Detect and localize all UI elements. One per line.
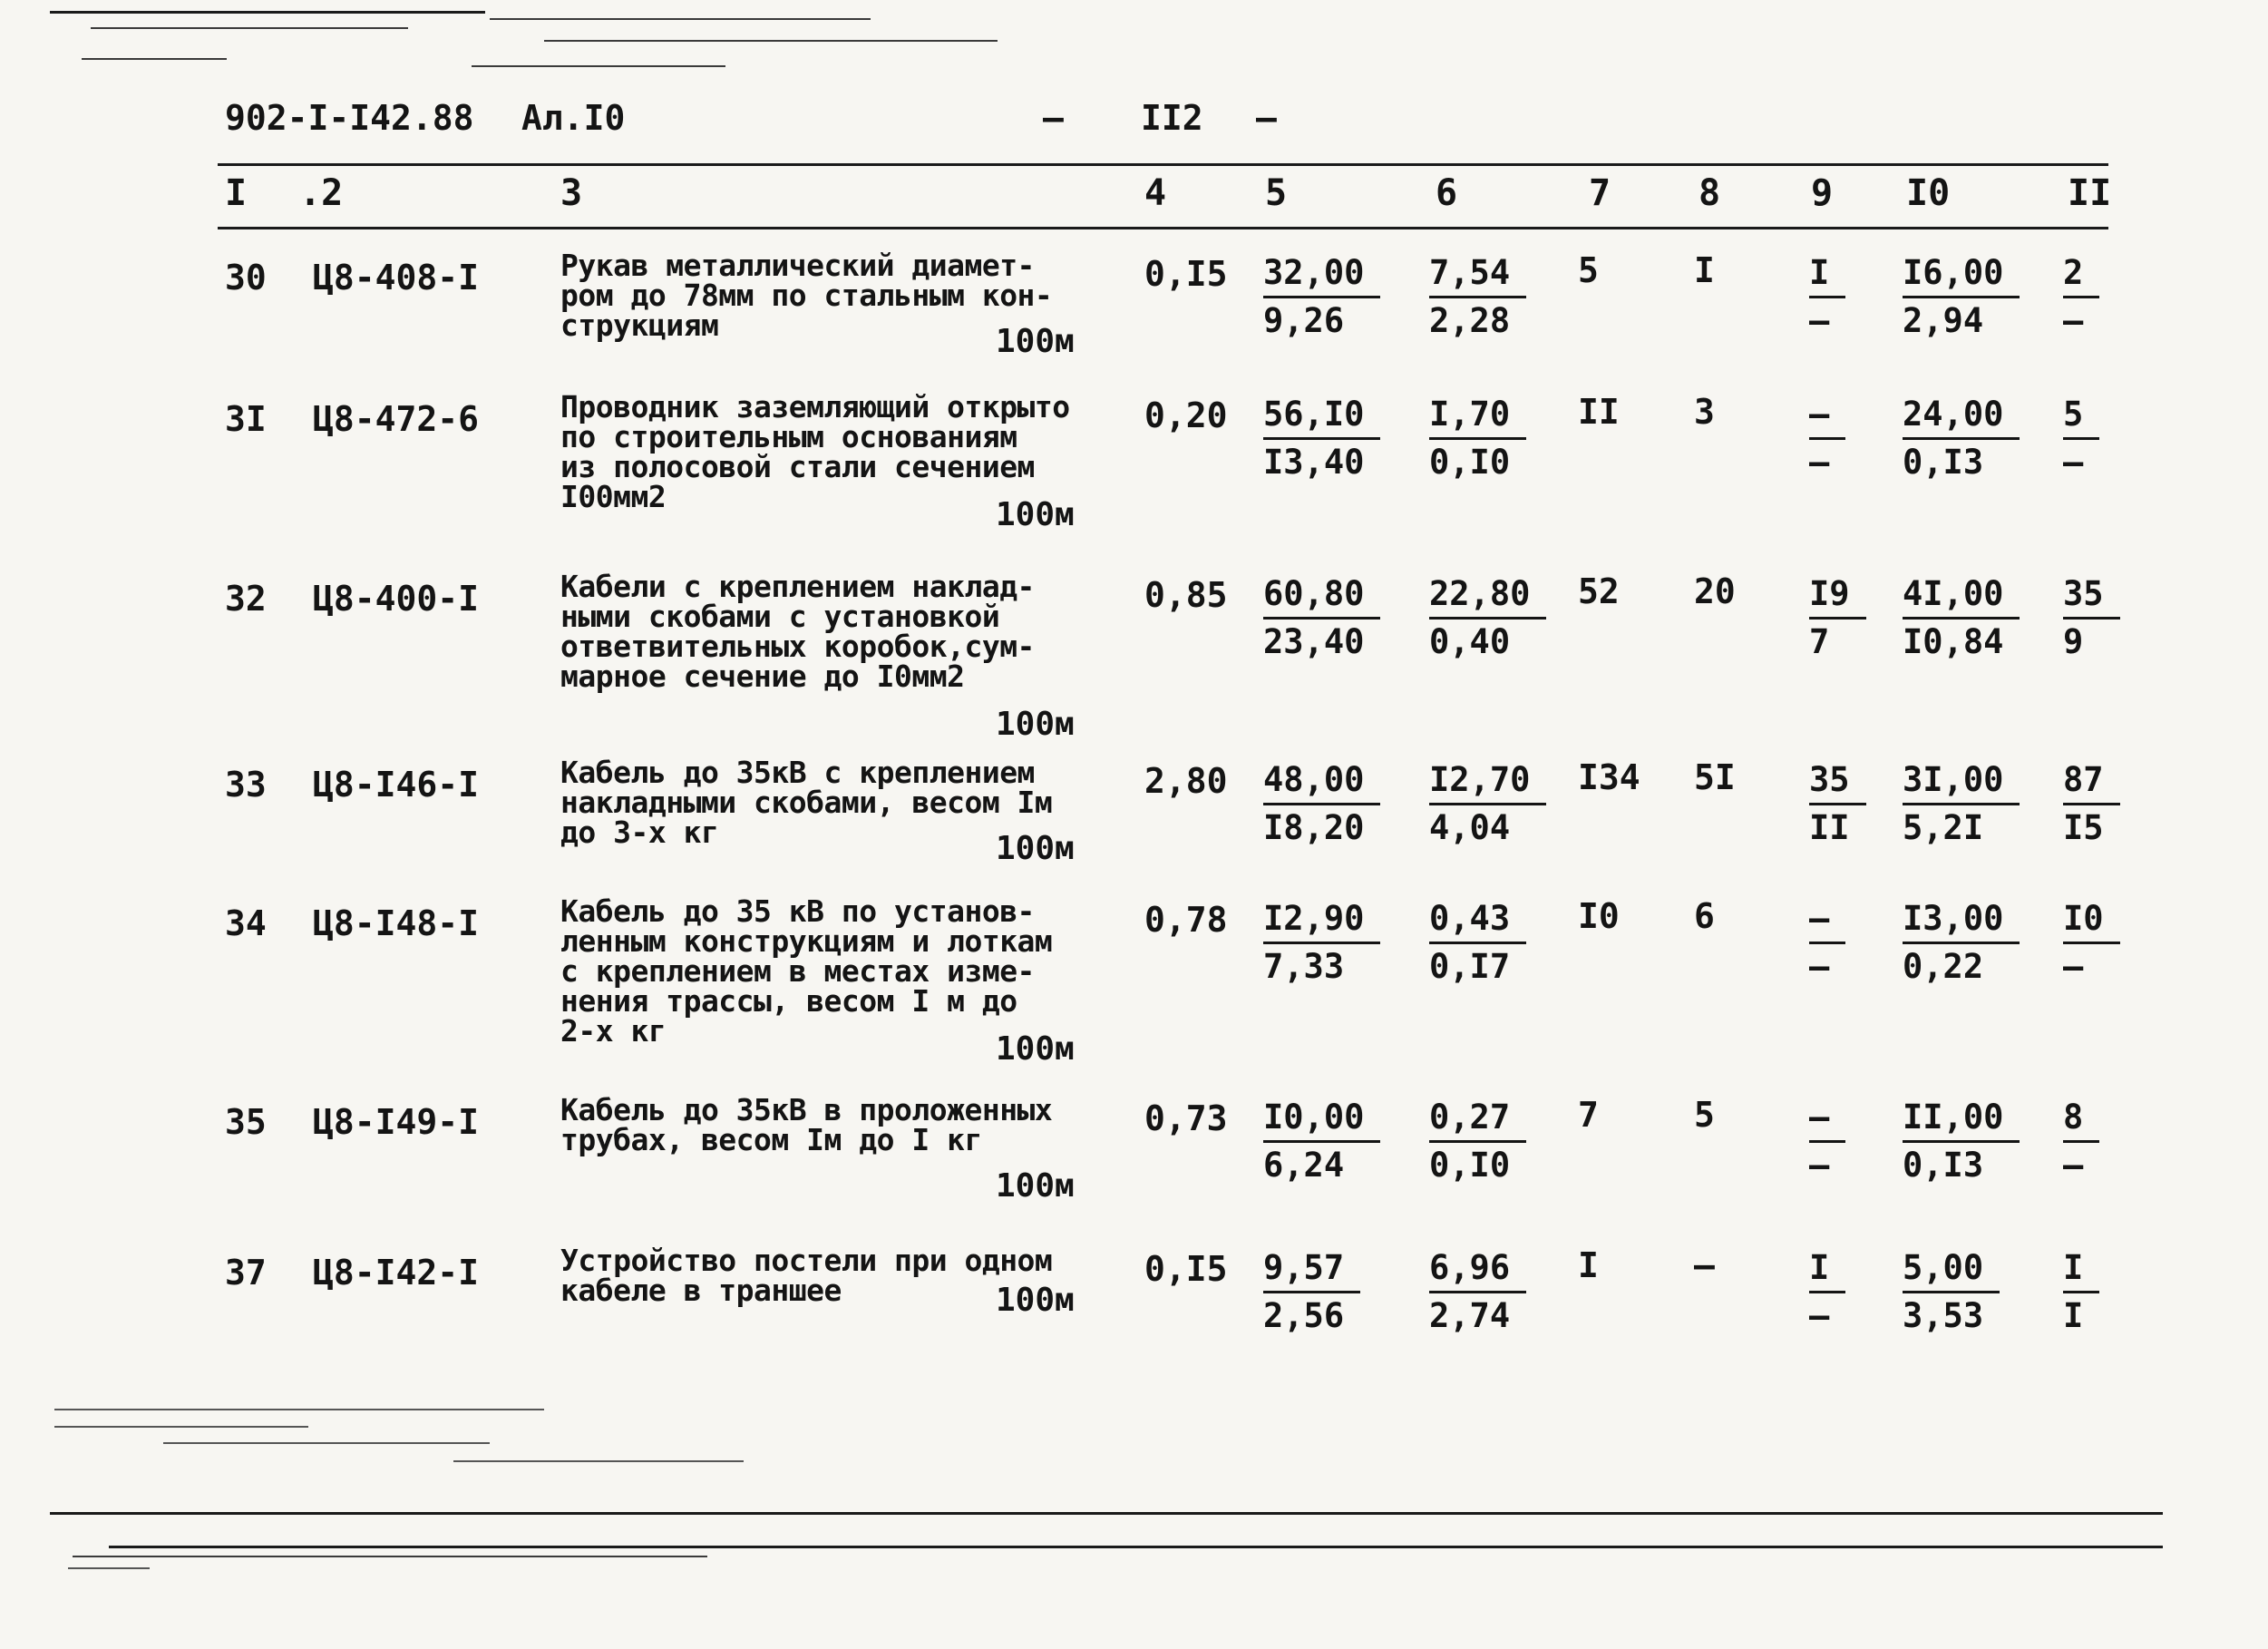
col-10-values [1903, 757, 2020, 851]
total-cost [1429, 571, 1546, 665]
col-11-values-bottom: – [2063, 1146, 2084, 1185]
total-cost [1429, 1095, 1526, 1188]
unit-cost-bottom: 9,26 [1263, 301, 1345, 340]
price-code: Ц8-I48-I [313, 903, 480, 943]
col-9-values-bottom: – [1809, 947, 1830, 986]
col-10-values [1903, 571, 2020, 665]
unit-of-measure: 100м [996, 496, 1075, 533]
col-9-values-top: – [1809, 896, 1845, 944]
row-number: 3I [225, 399, 267, 439]
unit-of-measure: 100м [996, 1282, 1075, 1319]
col-10-values-top: 24,00 [1903, 392, 2020, 440]
work-description: Кабель до 35кВ в проложенных трубах, весом Iм до I кг [560, 1092, 1053, 1157]
scan-artifact-bottom-1 [54, 1409, 544, 1410]
col-9-values-bottom: – [1809, 1296, 1830, 1335]
total-cost-bottom: 2,28 [1429, 301, 1511, 340]
col-11-values-top: I [2063, 1245, 2099, 1293]
col-11-values-bottom: I5 [2063, 808, 2104, 847]
scan-artifact-top-6 [472, 65, 725, 67]
total-cost-bottom: 0,I0 [1429, 443, 1511, 482]
col-11-values [2063, 1095, 2099, 1188]
col-9-values-top: I [1809, 1245, 1845, 1293]
unit-cost-bottom: 6,24 [1263, 1146, 1345, 1185]
col-head-6: 6 [1436, 172, 1458, 214]
labor-hours: I0 [1578, 896, 1620, 936]
total-cost-bottom: 0,I0 [1429, 1146, 1511, 1185]
work-description: Кабель до 35 кВ по установ- ленным конструкциям и лоткам с креплением в местах изме- нения трассы, весом I м до 2-х кг [560, 893, 1053, 1049]
labor-hours: II [1578, 392, 1620, 432]
col-11-values [2063, 392, 2099, 485]
col-10-values-bottom: I0,84 [1903, 622, 2004, 661]
col-11-values-top: 8 [2063, 1095, 2099, 1143]
row-number: 37 [225, 1253, 267, 1293]
unit-cost [1263, 571, 1380, 665]
total-cost-bottom: 2,74 [1429, 1296, 1511, 1335]
row-number: 33 [225, 765, 267, 805]
unit-cost-top: 9,57 [1263, 1245, 1360, 1293]
col-10-values-top: I6,00 [1903, 250, 2020, 298]
machine-hours: 3 [1694, 392, 1715, 432]
unit-cost-bottom: 23,40 [1263, 622, 1365, 661]
col-head-7: 7 [1589, 172, 1611, 214]
scan-artifact-top-2 [490, 18, 871, 20]
col-9-values-bottom: – [1809, 1146, 1830, 1185]
unit-cost [1263, 757, 1380, 851]
machine-hours: – [1694, 1245, 1715, 1285]
col-head-8: 8 [1699, 172, 1721, 214]
labor-hours: 52 [1578, 571, 1620, 611]
unit-cost-top: 32,00 [1263, 250, 1380, 298]
col-10-values [1903, 392, 2020, 485]
price-code: Ц8-I42-I [313, 1253, 480, 1293]
scan-artifact-top-4 [544, 40, 998, 42]
total-cost-bottom: 0,I7 [1429, 947, 1511, 986]
total-cost-top: I2,70 [1429, 757, 1546, 805]
col-10-values-top: 4I,00 [1903, 571, 2020, 620]
col-11-values [2063, 1245, 2099, 1339]
col-11-values-bottom: – [2063, 443, 2084, 482]
total-cost-top: 6,96 [1429, 1245, 1526, 1293]
labor-hours: 5 [1578, 250, 1599, 290]
col-10-values [1903, 896, 2020, 990]
col-9-values-top: – [1809, 392, 1845, 440]
header-rule-top [218, 163, 2108, 166]
total-cost-bottom: 0,40 [1429, 622, 1511, 661]
col-11-values [2063, 571, 2120, 665]
work-description: Рукав металлический диамет- ром до 78мм по стальным кон- струкциям [560, 248, 1053, 343]
scan-artifact-bottom-rule-3 [73, 1556, 707, 1557]
scan-artifact-bottom-2 [54, 1426, 308, 1428]
col-11-values-top: 35 [2063, 571, 2120, 620]
unit-cost [1263, 392, 1380, 485]
col-10-values-top: 3I,00 [1903, 757, 2020, 805]
col-9-values-top: I [1809, 250, 1845, 298]
machine-hours: 5I [1694, 757, 1736, 797]
unit-cost-bottom: 7,33 [1263, 947, 1345, 986]
scan-artifact-top-5 [82, 58, 227, 60]
scan-artifact-bottom-3 [163, 1442, 490, 1444]
col-9-values-bottom: – [1809, 443, 1830, 482]
scan-artifact-bottom-rule-1 [50, 1512, 2163, 1515]
machine-hours: 20 [1694, 571, 1736, 611]
col-head-11: II [2068, 172, 2112, 214]
work-description: Кабели с креплением наклад- ными скобами с установкой ответвительных коробок,сум- марное сечение до I0мм2 [560, 569, 1035, 694]
scan-artifact-bottom-4 [453, 1460, 744, 1462]
unit-of-measure: 100м [996, 1030, 1075, 1068]
col-9-values-top: 35 [1809, 757, 1866, 805]
price-code: Ц8-472-6 [313, 399, 480, 439]
unit-cost-top: I0,00 [1263, 1095, 1380, 1143]
total-cost [1429, 1245, 1526, 1339]
work-description: Кабель до 35кВ с креплением накладными скобами, весом Iм до 3-х кг [560, 755, 1053, 850]
unit-of-measure: 100м [996, 1167, 1075, 1205]
col-9-values-bottom: 7 [1809, 622, 1830, 661]
col-11-values [2063, 250, 2099, 344]
header-dash-1: – [1043, 98, 1064, 138]
machine-hours: 5 [1694, 1095, 1715, 1135]
total-cost [1429, 757, 1546, 851]
col-9-values [1809, 896, 1845, 990]
col-10-values-bottom: 5,2I [1903, 808, 1984, 847]
labor-hours: I [1578, 1245, 1599, 1285]
col-10-values-bottom: 0,I3 [1903, 443, 1984, 482]
header-rule-bottom [218, 227, 2108, 229]
row-number: 35 [225, 1102, 267, 1142]
unit-cost-top: 60,80 [1263, 571, 1380, 620]
unit-cost [1263, 896, 1380, 990]
document-code: 902-I-I42.88 [225, 98, 474, 138]
col-11-values-bottom: – [2063, 947, 2084, 986]
col-9-values-bottom: II [1809, 808, 1850, 847]
col-9-values [1809, 392, 1845, 485]
unit-cost [1263, 250, 1380, 344]
total-cost [1429, 250, 1526, 344]
unit-of-measure: 100м [996, 830, 1075, 867]
quantity: 0,78 [1144, 900, 1228, 940]
col-11-values-top: 5 [2063, 392, 2099, 440]
col-9-values [1809, 1245, 1845, 1339]
quantity: 0,20 [1144, 395, 1228, 435]
scan-artifact-top-3 [91, 27, 408, 29]
quantity: 2,80 [1144, 761, 1228, 801]
col-10-values [1903, 250, 2020, 344]
total-cost-top: 0,43 [1429, 896, 1526, 944]
quantity: 0,I5 [1144, 1249, 1228, 1289]
labor-hours: 7 [1578, 1095, 1599, 1135]
col-10-values-top: I3,00 [1903, 896, 2020, 944]
unit-cost-top: 56,I0 [1263, 392, 1380, 440]
total-cost-top: 7,54 [1429, 250, 1526, 298]
labor-hours: I34 [1578, 757, 1640, 797]
col-11-values-bottom: – [2063, 301, 2084, 340]
scan-artifact-bottom-5 [68, 1567, 150, 1569]
scan-artifact-bottom-rule-2 [109, 1546, 2163, 1548]
col-head-1: I [225, 172, 248, 214]
price-code: Ц8-400-I [313, 579, 480, 619]
total-cost-top: I,70 [1429, 392, 1526, 440]
document-header [0, 98, 2268, 152]
col-9-values-bottom: – [1809, 301, 1830, 340]
album-number: Ал.I0 [521, 98, 626, 138]
unit-cost-bottom: I8,20 [1263, 808, 1365, 847]
col-9-values [1809, 757, 1866, 851]
price-code: Ц8-I49-I [313, 1102, 480, 1142]
col-11-values-top: 2 [2063, 250, 2099, 298]
machine-hours: 6 [1694, 896, 1715, 936]
col-10-values-bottom: 0,I3 [1903, 1146, 1984, 1185]
work-description: Проводник заземляющий открыто по строительным основаниям из полосовой стали сечением I00мм2 [560, 389, 1070, 514]
unit-cost-top: 48,00 [1263, 757, 1380, 805]
col-9-values [1809, 1095, 1845, 1188]
col-head-5: 5 [1265, 172, 1288, 214]
unit-cost [1263, 1095, 1380, 1188]
col-10-values-top: 5,00 [1903, 1245, 2000, 1293]
col-11-values-top: I0 [2063, 896, 2120, 944]
col-9-values [1809, 250, 1845, 344]
row-number: 32 [225, 579, 267, 619]
unit-cost-bottom: 2,56 [1263, 1296, 1345, 1335]
col-head-3: 3 [560, 172, 583, 214]
col-10-values-bottom: 2,94 [1903, 301, 1984, 340]
scan-artifact-top-1 [50, 11, 485, 14]
col-10-values-top: II,00 [1903, 1095, 2020, 1143]
col-head-4: 4 [1144, 172, 1167, 214]
quantity: 0,85 [1144, 575, 1228, 615]
work-description: Устройство постели при одном кабеле в траншее [560, 1243, 1053, 1308]
unit-cost [1263, 1245, 1360, 1339]
col-10-values [1903, 1245, 2000, 1339]
col-head-10: I0 [1906, 172, 1951, 214]
total-cost-bottom: 4,04 [1429, 808, 1511, 847]
machine-hours: I [1694, 250, 1715, 290]
col-11-values [2063, 896, 2120, 990]
total-cost [1429, 392, 1526, 485]
col-9-values-top: I9 [1809, 571, 1866, 620]
col-10-values [1903, 1095, 2020, 1188]
col-11-values-bottom: I [2063, 1296, 2084, 1335]
col-head-2: .2 [299, 172, 344, 214]
header-dash-2: – [1256, 98, 1277, 138]
col-11-values [2063, 757, 2120, 851]
col-9-values [1809, 571, 1866, 665]
col-9-values-top: – [1809, 1095, 1845, 1143]
price-code: Ц8-I46-I [313, 765, 480, 805]
total-cost-top: 0,27 [1429, 1095, 1526, 1143]
unit-cost-bottom: I3,40 [1263, 443, 1365, 482]
unit-of-measure: 100м [996, 323, 1075, 360]
quantity: 0,I5 [1144, 254, 1228, 294]
page-number: II2 [1141, 98, 1203, 138]
total-cost-top: 22,80 [1429, 571, 1546, 620]
price-code: Ц8-408-I [313, 258, 480, 298]
total-cost [1429, 896, 1526, 990]
row-number: 34 [225, 903, 267, 943]
col-11-values-bottom: 9 [2063, 622, 2084, 661]
col-10-values-bottom: 0,22 [1903, 947, 1984, 986]
unit-cost-top: I2,90 [1263, 896, 1380, 944]
row-number: 30 [225, 258, 267, 298]
quantity: 0,73 [1144, 1098, 1228, 1138]
col-11-values-top: 87 [2063, 757, 2120, 805]
col-head-9: 9 [1811, 172, 1834, 214]
unit-of-measure: 100м [996, 706, 1075, 743]
col-10-values-bottom: 3,53 [1903, 1296, 1984, 1335]
